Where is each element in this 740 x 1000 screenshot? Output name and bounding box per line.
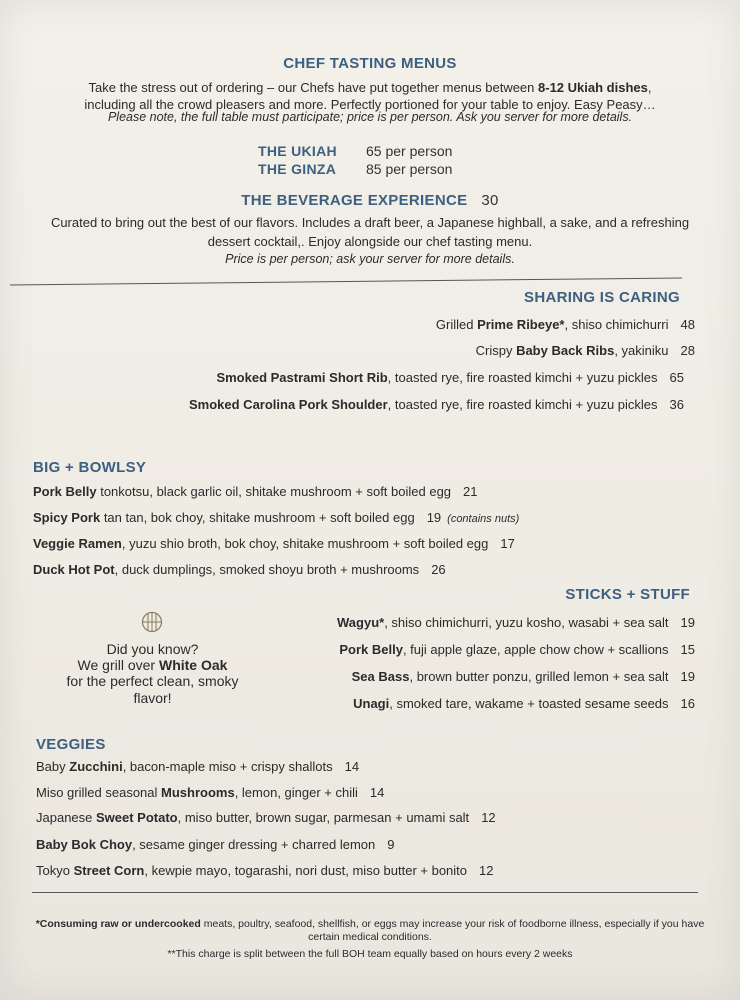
did-you-know-line3: for the perfect clean, smoky: [66, 673, 239, 689]
grill-grate-icon: [141, 611, 163, 633]
beverage-desc-line2: dessert cocktail,. Enjoy alongside our chef tasting menu.: [207, 234, 533, 249]
sticks-item: Unagi, smoked tare, wakame + toasted sesame seeds 16: [353, 696, 695, 711]
sharing-item: Crispy Baby Back Ribs, yakiniku 28: [475, 343, 695, 358]
divider-top: [10, 277, 682, 285]
bowls-item: Veggie Ramen, yuzu shio broth, bok choy, shitake mushroom + soft boiled egg 17: [33, 536, 515, 551]
did-you-know-line2: We grill over White Oak: [77, 657, 228, 673]
sharing-item: Grilled Prime Ribeye*, shiso chimichurri 48: [435, 317, 695, 332]
sharing-item: Smoked Pastrami Short Rib, toasted rye, fire roasted kimchi + yuzu pickles 65: [216, 370, 684, 385]
bowls-item: Pork Belly tonkotsu, black garlic oil, shitake mushroom + soft boiled egg 21: [33, 484, 478, 499]
veggie-item: Baby Bok Choy, sesame ginger dressing + charred lemon 9: [36, 837, 395, 852]
did-you-know-line1: Did you know?: [106, 641, 199, 657]
sticks-item: Sea Bass, brown butter ponzu, grilled lemon + sea salt 19: [351, 669, 695, 684]
veggies-heading: VEGGIES: [36, 736, 106, 753]
divider-bottom: [32, 892, 698, 893]
tasting-intro-note: Please note, the full table must participate; price is per person. Ask you server for more details.: [107, 110, 633, 124]
beverage-experience-heading: THE BEVERAGE EXPERIENCE 30: [241, 192, 499, 209]
tasting-intro-line2: including all the crowd pleasers and more. Perfectly portioned for your table to enjoy. Easy Peasy…: [84, 97, 656, 112]
footer-disclaimer-line1: *Consuming raw or undercooked meats, poultry, seafood, shellfish, or eggs may increase your risk of foodborne illness, especially if you have: [35, 918, 705, 930]
bowls-heading: BIG + BOWLSY: [33, 459, 147, 476]
sticks-heading: STICKS + STUFF: [565, 586, 690, 603]
bowls-item: Duck Hot Pot, duck dumplings, smoked shoyu broth + mushrooms 26: [33, 562, 446, 577]
bowls-item: Spicy Pork tan tan, bok choy, shitake mushroom + soft boiled egg 19 (contains nuts): [33, 510, 520, 525]
tasting-intro-line1: Take the stress out of ordering – our Chefs have put together menus between 8-12 Ukiah dishes,: [88, 80, 652, 95]
veggie-item: Miso grilled seasonal Mushrooms, lemon, ginger + chili 14: [36, 785, 385, 800]
menu-page: CHEF TASTING MENUS Take the stress out of ordering – our Chefs have put together menus between 8-12 Ukiah dishes, including all the crowd pleasers and more. Perfectly portioned for your table to enjoy. Easy Peasy… Please note, the full table must participate; price is per person. Ask you server for more details. THE UKIAH 65 per person THE GINZA 85 per person THE BEVERAGE EXPERIENCE 30 Curated to bring out the best of our flavors. Includes a draft beer, a Japanese highball, a sake, and a refreshing dessert cocktail,. Enjoy alongside our chef tasting menu. Price is per person; ask your server for more details. SHARING IS CARING Grilled Prime Ribeye*, shiso chimichurri 48 Crispy Baby Back Ribs, yakiniku 28 Smoked Pastrami Short Rib, toasted rye, fire roasted kimchi + yuzu pickles 65 Smoked Carolina Pork Shoulder, toasted rye, fire roasted kimchi + yuzu pickles 36 BIG + BOWLSY Pork Belly tonkotsu, black garlic oil, shitake mushroom + soft boiled egg 21 Spicy Pork tan tan, bok choy, shitake mushroom + soft boiled egg 19 (contains nuts) Veggie Ramen, yuzu shio broth, bok choy, shitake mushroom + soft boiled egg 17 Duck Hot Pot, duck dumplings, smoked shoyu broth + mushrooms 26 STICKS + STUFF Wagyu*, shiso chimichurri, yuzu kosho, wasabi + sea salt 19 Pork Belly, fuji apple glaze, apple chow chow + scallions 15 Sea Bass, brown butter ponzu, grilled lemon + sea salt 19 Unagi, smoked tare, wakame + toasted sesame seeds 16 Did you know? We grill over White Oak for the perfect clean, smoky flavor! VEGGIES Baby Zucchini, bacon-maple miso + crispy shallots 14 Miso grilled seasonal Mushrooms, lemon, ginger + chili 14 Japanese Sweet Potato, miso butter, brown sugar, parmesan + umami salt 12 Baby Bok Choy, sesame ginger dressing + charred lemon 9 Tokyo Street Corn, kewpie mayo, togarashi, nori dust, miso butter + bonito 12 *Consuming raw or undercooked meats, poultry, seafood, shellfish, or eggs may increase your risk of foodborne illness, especially if you have certain medical conditions. **This charge is split between the full BOH team equally based on hours every 2 weeks: [0, 0, 740, 1000]
veggie-item: Japanese Sweet Potato, miso butter, brown sugar, parmesan + umami salt 12: [36, 810, 496, 825]
footer-disclaimer-line2: certain medical conditions.: [308, 931, 432, 943]
veggie-item: Tokyo Street Corn, kewpie mayo, togarashi, nori dust, miso butter + bonito 12: [36, 863, 494, 878]
sharing-item: Smoked Carolina Pork Shoulder, toasted rye, fire roasted kimchi + yuzu pickles 36: [189, 397, 684, 412]
sticks-item: Pork Belly, fuji apple glaze, apple chow chow + scallions 15: [339, 642, 695, 657]
sharing-heading: SHARING IS CARING: [524, 289, 680, 306]
beverage-desc-note: Price is per person; ask your server for more details.: [225, 252, 515, 266]
beverage-desc-line1: Curated to bring out the best of our flavors. Includes a draft beer, a Japanese highball, a sake, and a refreshing: [50, 215, 690, 230]
footer-boh-note: **This charge is split between the full BOH team equally based on hours every 2 weeks: [167, 948, 573, 960]
veggie-item: Baby Zucchini, bacon-maple miso + crispy shallots 14: [36, 759, 360, 774]
tasting-heading: CHEF TASTING MENUS: [283, 55, 457, 72]
sticks-item: Wagyu*, shiso chimichurri, yuzu kosho, wasabi + sea salt 19: [337, 615, 695, 630]
did-you-know-line4: flavor!: [133, 690, 172, 706]
